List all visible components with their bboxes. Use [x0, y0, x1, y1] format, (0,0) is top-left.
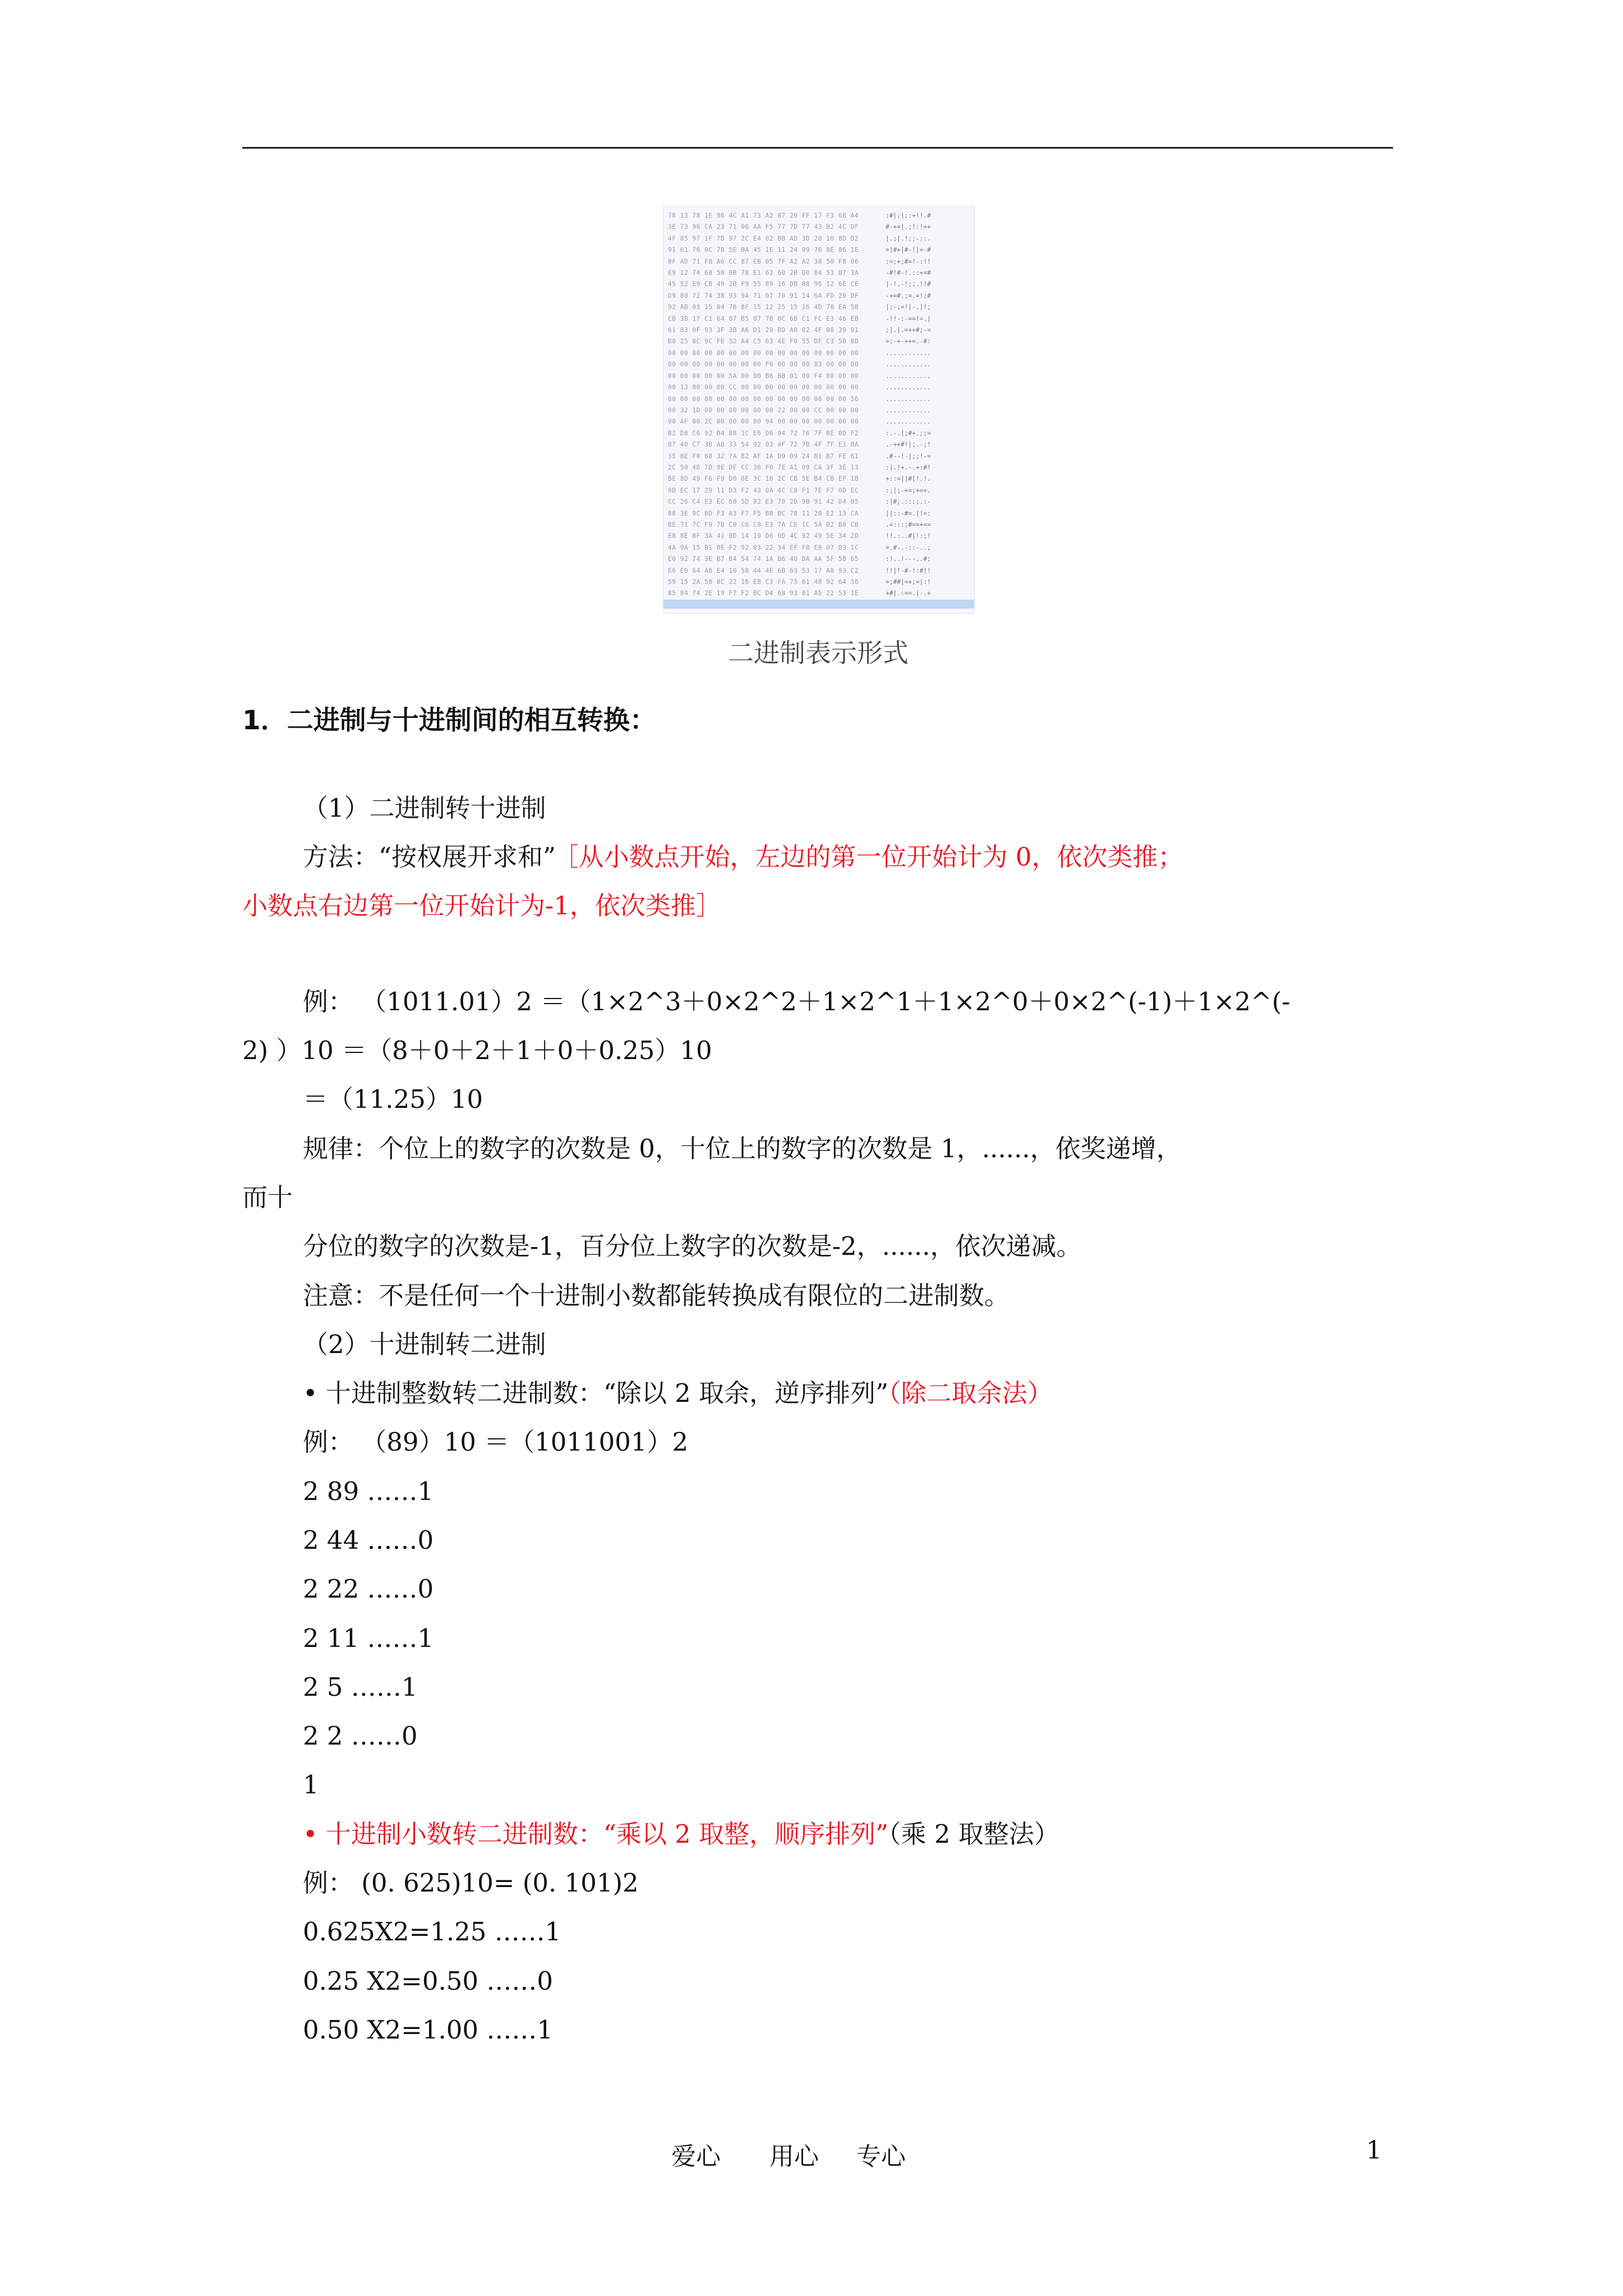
rule-line-3: 分位的数字的次数是-1，百分位上数字的次数是-2，......，依次递减。: [303, 1231, 1082, 1261]
integer-method-line: [303, 1377, 1053, 1410]
binary-hex-figure: [663, 206, 975, 614]
example-line-1: 例： （1011.01）2 ＝（1×2^3＋0×2^2＋1×2^1＋1×2^0＋0×2^(-1)＋1×2^(-: [303, 987, 1290, 1016]
multiply-step-3: 0.50 X2=1.00 ……1: [303, 2015, 554, 2045]
division-step-3: 2 22 ……0: [303, 1574, 434, 1604]
footer-mid: 用心: [769, 2142, 819, 2171]
integer-example: 例： （89）10 ＝（1011001）2: [303, 1427, 689, 1457]
page-number: 1: [1366, 2136, 1382, 2165]
fraction-example: 例： (0. 625)10= (0. 101)2: [303, 1868, 639, 1898]
fraction-method-paren: （乘 2 取整法）: [888, 1819, 1059, 1849]
selection-highlight: [663, 600, 974, 609]
division-step-5: 2 5 ……1: [303, 1672, 418, 1702]
division-step-2: 2 44 ……0: [303, 1525, 434, 1555]
figure-caption: 二进制表示形式: [728, 638, 909, 668]
method-line: [303, 840, 1183, 874]
method-note-red-cont: 小数点右边第一位开始计为-1，依次类推］: [242, 891, 721, 921]
footer-right: 专心: [856, 2142, 906, 2171]
method-note-red: ［从小数点开始，左边的第一位开始计为 0，依次类推；: [566, 842, 1183, 872]
multiply-step-2: 0.25 X2=0.50 ……0: [303, 1966, 554, 1996]
example-result: ＝（11.25）10: [303, 1084, 483, 1114]
note-line: 注意：不是任何一个十进制小数都能转换成有限位的二进制数。: [303, 1281, 1010, 1310]
subheading-binary-to-decimal: （1）二进制转十进制: [303, 793, 546, 823]
hex-dump-image: 78 13 78 1E 96 4C A1 73 A2 87 20 FF 17 F3 68 A4 3E 73 96 CA 23 71 06 AA F5 77 7D 77 43 B2 4C DF 4F 05 97 1F 7D 97 2C E4 02 BB AD 3D 20 10 8D D2 91 61 76 0C 7B 5E BA 45 1E 11 24 09 76 8E 86 1E 8F AD 71 F8 A6 CC 87 EB 05 7F A2 A2 38 50 F8 06 E9 12 74 68 50 0B 78 E1 63 60 2B D0 84 53 B7 3A 45 52 E9 CB 49 2B F9 55 89 16 DB 88 96 12 6E CE D9 80 72 74 38 93 9A 71 07 70 91 14 6A FD 20 DF 92 AB 03 15 04 78 8F 15 12 25 15 16 4D 78 EA 5B CB 3B 17 C1 64 07 B5 07 78 0C 6B C1 FC E3 46 EB 61 83 0F 93 3F 3B A6 D1 20 BD A0 02 4F 00 39 91 B0 25 8C 9C FE 32 A4 C5 63 4E F0 55 DF C3 5B 8D 00 00 00 00 00 00 00 00 00 00 00 00 00 00 00 00 00 00 00 00 00 00 00 00 F6 00 00 00 83 00 00 00 00 00 00 00 00 5A 00 00 B6 BB 01 00 F4 00 00 00 00 13 00 00 00 CC 00 00 00 00 00 00 00 A0 00 00 00 00 00 88 00 00 00 00 00 00 00 00 00 00 00 56 00 32 1D 00 00 00 00 00 00 22 00 00 CC 00 00 00 00 AF 00 2C 00 00 00 00 94 00 00 00 00 00 00 00 B2 D8 C6 92 D4 B8 1C E6 D6 94 72 76 7F BE 0D F2 87 40 C7 38 A8 33 54 92 03 4F 72 7B 4F 7F E1 BA 35 8E F0 68 32 7A 82 AF 1A D9 09 24 B1 B7 FE 61 2C 50 4D 7D 9E DE CC 38 F0 7E A1 09 CA 3F 3E 13 BE 8D 49 F6 F9 D0 0E 3C 10 2C CB 5E B4 CB EF 1B 9D EC 17 29 11 D3 F2 43 0A 4C C8 F1 7E F7 0D EC CC 26 C4 E3 EC 68 5D 82 E3 70 2D 9B 91 42 D4 05 88 3E 9C BD F3 A3 F7 F5 B8 BC 78 11 20 E2 13 CA BE 71 7C F9 7B C0 C6 C8 E3 7A CE 1C 5A B2 B0 CB E8 8E BF 3A 41 BD 14 19 D6 0D 4C 92 49 5E 34 2D 4A 9A 15 B1 0E F2 92 03 22 34 EF FB EB 07 D3 1C E0 92 74 3E B7 B4 54 74 1A B6 40 DA AA 5F 5B 65 E6 E0 64 A8 E4 10 58 44 4E 6B 63 53 17 A8 93 C2 59 15 2A 58 8C 22 16 EB C3 FA 75 61 48 92 64 56 85 84 74 2E 19 F7 F2 BC D4 68 93 81 A5 22 53 1E: [668, 212, 859, 597]
integer-method-red: （除二取余法）: [888, 1378, 1053, 1408]
multiply-step-1: 0.625X2=1.25 ……1: [303, 1917, 561, 1947]
footer-left: 爱心: [671, 2142, 721, 2171]
example-line-2: 2) ）10 ＝（8＋0＋2＋1＋0＋0.25）10: [242, 1036, 712, 1065]
division-step-7: 1: [303, 1770, 319, 1800]
fraction-method-line: [303, 1818, 1059, 1851]
subheading-decimal-to-binary: （2）十进制转二进制: [303, 1329, 546, 1359]
header-rule: [242, 147, 1393, 149]
division-step-4: 2 11 ……1: [303, 1623, 434, 1653]
method-text: 方法：“按权展开求和”: [303, 842, 556, 872]
fraction-method-text: • 十进制小数转二进制数：“乘以 2 取整，顺序排列”: [303, 1819, 889, 1849]
division-step-1: 2 89 ……1: [303, 1476, 434, 1506]
section-heading: 1．二进制与十进制间的相互转换：: [242, 705, 656, 736]
rule-line-2: 而十: [242, 1182, 293, 1212]
rule-line-1: 规律：个位上的数字的次数是 0，十位上的数字的次数是 1，......，依奖递增，: [303, 1134, 1182, 1163]
hex-dump-ascii-image: :#|;|;:+!!.# #-+=|.;!:!++ |.;|.!;;-::. =|#+|#-!|+-# :=;+;#=!-:!! -#!#-!.::+=# |-!.-!;;.!!# -+=#.;=.=!;# |;-;=!|-.|!; -!!-:-==!=.| ;|.|.=++#;-= =;-+-++=.-#: ............ ............ ............ ............ ............ ............ ............ :.-.|;#+.;;= .-++#!|;.-;! .#--!-|;;!-= :|.!+.-.+:#! +::=||#|!.!. :;|;-+=;+=+. :|#;.:::;.:- ||::-#=.|!=: .=:::;#==+== !!.:..#|!:;! =.#-.-::-..; :!..!---..#; !!|!-#-!:#|! =;##|=+;=|:! +#|.:==.|-.+: [886, 212, 931, 597]
division-step-6: 2 2 ……0: [303, 1721, 418, 1751]
integer-method-text: • 十进制整数转二进制数：“除以 2 取余，逆序排列”: [303, 1378, 889, 1408]
